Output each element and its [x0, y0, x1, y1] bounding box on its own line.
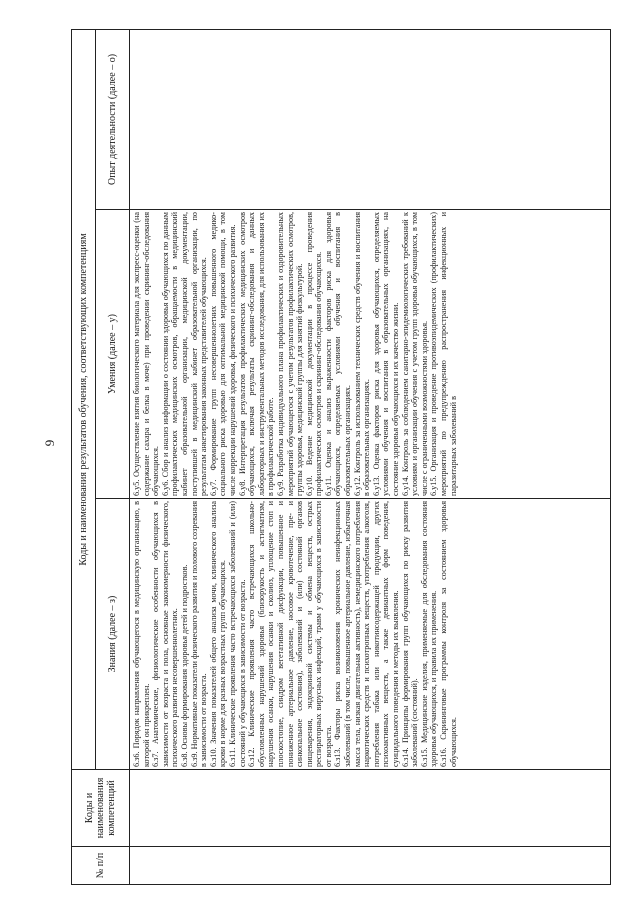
- knowledge-item: 6.з7. Анатомические, физиологические особенности обучающихся в зависимости от возраста и пола, основные закономерности физического, психического развития несовершеннолетних.: [151, 501, 180, 767]
- skill-item: 6.у6. Сбор и анализ информации о состоянии здоровья обучающихся по данным профилактических медицинских осмотров, обращаемости в медицинский кабинет образовательной организации, медицинской документации, поступившей в медицинский кабинет образовательной организации, по результатам анкетирования законных представителей обучающихся.: [160, 212, 209, 496]
- knowledge-item: 6.з14. Принципы формирования групп обучающихся по риску развития заболеваний (состояний).: [400, 501, 420, 767]
- knowledge-item: 6.з11. Клинические проявления часто встречающихся заболеваний и (или) состояний у обучающихся в зависимости от возраста.: [227, 501, 247, 767]
- skills-cell: [130, 210, 611, 499]
- skill-item: 6.у14. Контроль за соблюдением санитарно-эпидемиологических требований к условиям и организации обучения с учетом групп здоровья обучающихся, в том числе с ограниченными возможностями здоровья.: [400, 212, 429, 496]
- knowledge-item: 6.з13. Факторы риска возникновения хронических неинфекционных заболеваний (в том числе, повышенное артериальное давление, избыточная масса тела, низкая двигательная активность), немедицинского потребления наркотических средств и психотропных веществ, употребления алкоголя, потребления табака или никотинсодержащей продукции, других психоактивных веществ, а также девиантных форм поведения, суицидального поведения и методы их выявления.: [333, 501, 401, 767]
- knowledge-item: 6.з6. Порядок направления обучающегося в медицинскую организацию, в которой он прикреплен.: [132, 501, 151, 767]
- header-results-group: Коды и наименования результатов обучения, соответствующих компетенциям: [72, 29, 96, 769]
- cell-number-empty: [130, 847, 611, 885]
- knowledge-item: 6.з12. Клинические проявления часто встречающихся школьно-обусловленных нарушений здоровья (близорукость и астигматизм, нарушения осанки, нарушения осанки и сколиоз, уплощение стоп и плоскостопие, синдром вегетативной дисфункции, повышенное и пониженное артериальное давление, носовое кровотечение, пре- и синкопальное состояния), заболеваний и (или) состояний органов пищеварения, эндокринной системы и обмена веществ, острых респираторных вирусных инфекций, травм у обучающихся в зависимости от возраста.: [247, 501, 333, 767]
- skill-item: 6.у12. Контроль за использованием технических средств обучения и воспитания в образовательных организациях.: [352, 212, 372, 496]
- knowledge-item: 6.з10. Значения показателей общего анализа мочи, клинического анализа крови в норме для разных возрастных групп обучающихся.: [208, 501, 228, 767]
- header-skills: Умения (далее – у): [96, 210, 130, 499]
- knowledge-item: 6.з15. Медицинские изделия, применяемые для обследования состояния здоровья обучающихся, и правила их применения.: [419, 501, 439, 767]
- rotated-table-container: [71, 30, 611, 885]
- skill-item: 6.у7. Формирование групп несовершеннолетних повышенного медико-социального риска здоровью для оптимальной медицинской помощи, в том числе коррекции нарушений здоровья, физического и психического развития.: [208, 212, 237, 496]
- skill-item: 6.у15. Организация и проведение противоэпидемических (профилактических) мероприятий по предупреждению распространения инфекционных и паразитарных заболеваний в: [429, 212, 458, 496]
- header-number: № п/п: [72, 847, 130, 885]
- knowledge-cell: [130, 499, 611, 770]
- skill-item: 6.у10. Ведение медицинской документации в процессе проведения профилактических осмотров и скрининг-обследования обучающихся.: [304, 212, 324, 496]
- skill-item: 6.у8. Интерпретация результатов профилактических медицинских осмотров обучающихся, включая результаты скрининг-обследования и данных лабораторных и инструментальных методов исследования, для использования их в профилактической работе.: [237, 212, 276, 496]
- knowledge-item: 6.з8. Основы формирования здоровья детей и подростков.: [179, 564, 189, 767]
- header-experience: Опыт деятельности (далее – о): [96, 29, 130, 209]
- knowledge-item: 6.з9. Нормативные показатели физического развития и полового созревания в зависимости от возраста.: [189, 501, 209, 767]
- cell-competency-empty: [130, 770, 611, 847]
- experience-cell-empty: [130, 29, 611, 209]
- competencies-table: [71, 29, 611, 885]
- header-competency-codes: Коды и наименования компетенций: [72, 770, 130, 847]
- skill-item: 6.у9. Разработка индивидуального плана профилактических и оздоровительных мероприятий обучающегося с учетом результатов профилактических осмотров, группы здоровья, медицинской группы для занятий физкультурой.: [275, 212, 305, 496]
- header-knowledge: Знания (далее – з): [96, 499, 130, 770]
- page-number: 9: [42, 439, 57, 447]
- knowledge-item: 6.з16. Скрининговые программы контроля за состоянием здоровья обучающихся.: [439, 501, 458, 767]
- skill-item: 6.у11. Оценка и анализ выраженности факторов риска для здоровья обучающихся, определяемых условиями обучения и воспитания в образовательных организациях.: [323, 212, 353, 496]
- skill-item: 6.у5. Осуществление взятия биологического материала для экспресс-оценки (на содержание сахара и белка в моче) при проведении скрининг-обследования обучающихся.: [132, 212, 161, 496]
- skill-item: 6.у13. Оценка факторов риска для здоровья обучающихся, определяемых условиями обучения и воспитания в образовательных организациях, на состояние здоровья обучающихся и их качество жизни.: [371, 212, 401, 496]
